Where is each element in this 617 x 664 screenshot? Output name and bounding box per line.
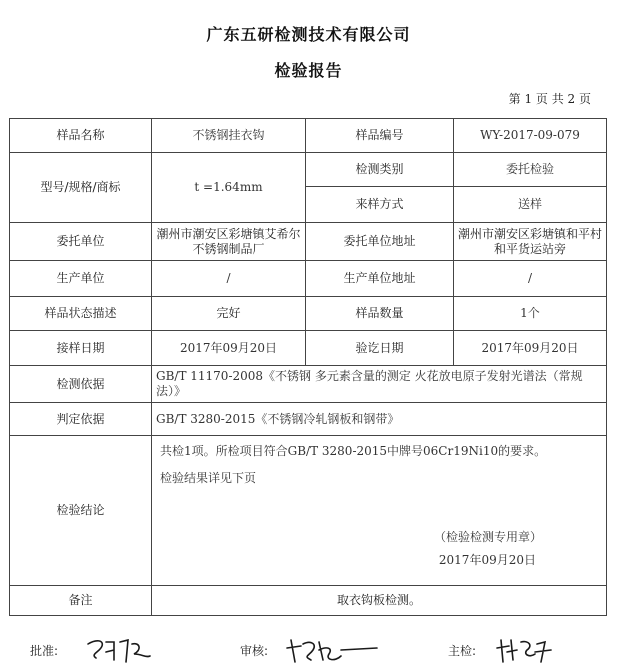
producer-value: / — [152, 261, 306, 297]
model-value: t =1.64mm — [152, 153, 306, 223]
inspect-label: 主检: — [448, 644, 477, 658]
state-value: 完好 — [152, 297, 306, 331]
producer-addr-value: / — [454, 261, 607, 297]
sample-name-label: 样品名称 — [10, 119, 152, 153]
sample-no-label: 样品编号 — [306, 119, 454, 153]
approve-label: 批准: — [30, 644, 59, 658]
conclusion-label: 检验结论 — [10, 436, 152, 586]
row-state — [10, 297, 607, 331]
inspect-signature — [495, 636, 555, 664]
model-label: 型号/规格/商标 — [10, 153, 152, 223]
remark-label: 备注 — [10, 586, 152, 616]
row-judge — [10, 403, 607, 436]
recv-date-value: 2017年09月20日 — [152, 331, 306, 366]
qty-value: 1个 — [454, 297, 607, 331]
recv-date-label: 接样日期 — [10, 331, 152, 366]
test-type-value: 委托检验 — [454, 153, 607, 187]
judge-label: 判定依据 — [10, 403, 152, 436]
sampling-label: 来样方式 — [306, 187, 454, 223]
row-client — [10, 223, 607, 261]
row-producer — [10, 261, 607, 297]
row-model — [10, 153, 607, 187]
row-remark — [10, 586, 607, 616]
sample-no-value: WY-2017-09-079 — [454, 119, 607, 153]
report-title: 检验报告 — [274, 61, 343, 80]
row-sample — [10, 119, 607, 153]
review-signature — [285, 636, 380, 664]
producer-addr-label: 生产单位地址 — [306, 261, 454, 297]
finish-date-label: 验讫日期 — [306, 331, 454, 366]
stamp-date: 2017年09月20日 — [438, 553, 536, 567]
client-label: 委托单位 — [10, 223, 152, 261]
review-label: 审核: — [240, 644, 269, 658]
client-addr-value: 潮州市潮安区彩塘镇和平村和平货运站旁 — [454, 223, 607, 261]
state-label: 样品状态描述 — [10, 297, 152, 331]
stamp-label: （检验检测专用章） — [433, 530, 542, 544]
report-table — [9, 118, 607, 616]
row-conclusion — [10, 436, 607, 586]
test-type-label: 检测类别 — [306, 153, 454, 187]
sample-name-value: 不锈钢挂衣钩 — [152, 119, 306, 153]
basis-value: GB/T 11170-2008《不锈钢 多元素含量的测定 火花放电原子发射光谱法（常规法）》 — [152, 366, 607, 403]
conclusion-line-1: 共检1项。所检项目符合GB/T 3280-2015中牌号06Cr19Ni10的要求。 — [160, 444, 547, 458]
row-dates — [10, 331, 607, 366]
producer-label: 生产单位 — [10, 261, 152, 297]
client-value: 潮州市潮安区彩塘镇艾希尔不锈钢制品厂 — [152, 223, 306, 261]
qty-label: 样品数量 — [306, 297, 454, 331]
conclusion-cell — [152, 436, 607, 586]
remark-value: 取衣钩板检测。 — [152, 586, 607, 616]
approve-signature — [84, 636, 154, 664]
sampling-value: 送样 — [454, 187, 607, 223]
finish-date-value: 2017年09月20日 — [454, 331, 607, 366]
basis-label: 检测依据 — [10, 366, 152, 403]
company-name: 广东五研检测技术有限公司 — [206, 25, 411, 44]
conclusion-line-2: 检验结果详见下页 — [160, 471, 257, 485]
row-basis — [10, 366, 607, 403]
page-indicator: 第 1 页 共 2 页 — [508, 92, 591, 106]
judge-value: GB/T 3280-2015《不锈钢冷轧钢板和钢带》 — [152, 403, 607, 436]
signature-row — [0, 636, 617, 664]
client-addr-label: 委托单位地址 — [306, 223, 454, 261]
